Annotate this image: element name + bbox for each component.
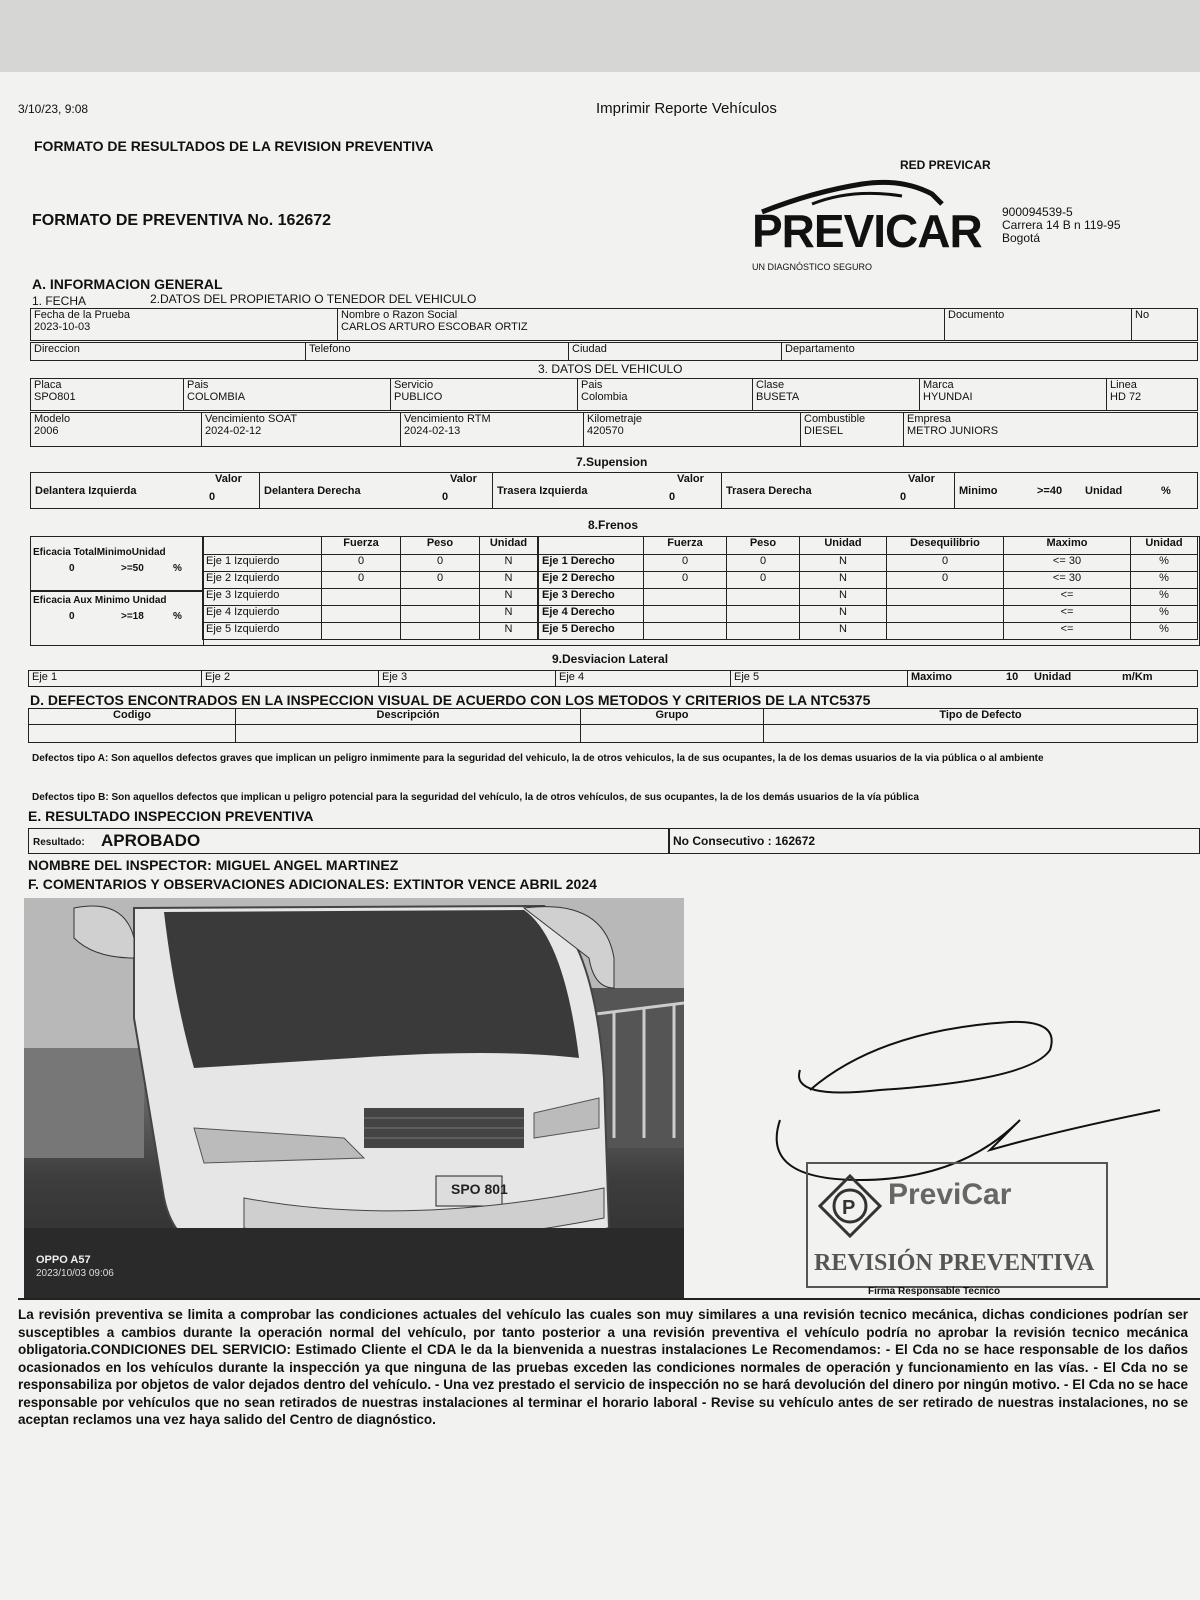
unidad-value: N [800,623,887,640]
previcar-logo [752,174,982,274]
preventiva-number: FORMATO DE PREVENTIVA No. 162672 [32,212,332,229]
col-grupo: Grupo [655,709,689,721]
eje-label: Eje 1 Derecho [539,555,644,572]
bus-illustration [24,898,684,1298]
eficacia-total-box [30,536,204,592]
frenos-title: 8.Frenos [588,518,639,532]
direccion-label: Direccion [34,343,80,355]
telefono-label: Telefono [309,343,351,355]
combustible-value: DIESEL [804,425,844,437]
unidad-value: N [480,606,538,623]
logo-text: PREVICAR [752,205,982,257]
eje-label: Eje 5 Izquierdo [203,623,322,640]
table-row [539,572,1198,589]
minimo-label: Minimo [959,485,998,497]
desviacion-max-cell [908,671,1198,687]
unit-value: % [1131,572,1198,589]
susp-cell-3 [493,473,722,509]
peso-value [401,589,480,606]
section-a-title: A. INFORMACION GENERAL [32,276,223,292]
eje-label: Eje 2 Izquierdo [203,572,322,589]
eje-cell: Eje 2 [202,671,379,687]
eje-cell: Eje 3 [379,671,556,687]
footer-divider [18,1298,1200,1300]
modelo-label: Modelo [34,413,71,425]
susp-label: Trasera Derecha [726,485,812,497]
servicio-value: PUBLICO [394,391,443,403]
defectos-table [28,708,1198,743]
col-unidad: Unidad [489,537,528,549]
address-table [30,342,1198,361]
col-peso: Peso [749,537,777,549]
nombre-label: Nombre o Razon Social [341,309,458,321]
eje-label: Eje 3 Derecho [539,589,644,606]
susp-cell-1 [31,473,260,509]
linea-value: HD 72 [1110,391,1142,403]
inspector-name: NOMBRE DEL INSPECTOR: MIGUEL ANGEL MARTINEZ [28,857,399,873]
license-plate: SPO 801 [451,1181,508,1197]
owner-label: 2.DATOS DEL PROPIETARIO O TENEDOR DEL VEHICULO [150,292,477,306]
network-name: RED PREVICAR [900,158,991,172]
eficacia-aux-label: Eficacia Aux Minimo Unidad [33,595,167,606]
unit-value: % [1131,589,1198,606]
fuerza-value: 0 [644,555,727,572]
documento-label: Documento [948,309,1005,321]
empresa-value: METRO JUNIORS [907,425,999,437]
valor-label: Valor [215,473,242,485]
eficacia-aux-unit: % [173,611,182,622]
company-info [1002,206,1121,245]
valor-label: Valor [450,473,477,485]
max-value: <= [1004,623,1131,640]
valor-label: Valor [908,473,935,485]
maximo-value: 10 [1006,671,1019,683]
deseq-value: 0 [887,555,1004,572]
col-fuerza: Fuerza [667,537,703,549]
vehicle-table-row2 [30,412,1198,447]
eficacia-aux-value: 0 [69,611,75,622]
max-value: <= 30 [1004,572,1131,589]
table-row [203,572,538,589]
print-datetime: 3/10/23, 9:08 [18,102,89,116]
susp-value: 0 [442,491,449,503]
svg-text:P: P [842,1197,856,1219]
clase-label: Clase [756,379,785,391]
deseq-value [887,623,1004,640]
max-value: <= [1004,589,1131,606]
unidad-value: % [1161,485,1171,497]
susp-value: 0 [900,491,907,503]
peso-value [401,623,480,640]
unidad-value: N [480,555,538,572]
eje-label: Eje 4 Derecho [539,606,644,623]
frenos-right-table [538,536,1198,640]
empresa-label: Empresa [907,413,952,425]
col-unidad: Unidad [824,537,862,549]
eje-label: Eje 2 Derecho [539,572,644,589]
company-city: Bogotá [1002,231,1041,245]
rtm-label: Vencimiento RTM [404,413,491,425]
eje-label: Eje 3 Izquierdo [203,589,322,606]
pais-value: COLOMBIA [187,391,246,403]
eje-cell: Eje 1 [29,671,202,687]
suspension-table [30,472,1198,509]
frenos-left-table [202,536,538,640]
peso-value: 0 [727,555,800,572]
eje-label: Eje 5 Derecho [539,623,644,640]
minimo-value: >=40 [1037,485,1063,497]
col-tipo-defecto: Tipo de Defecto [939,709,1022,721]
rtm-value: 2024-02-13 [404,425,461,437]
eficacia-total-value: 0 [69,563,75,574]
unidad-label: Unidad [1085,485,1123,497]
placa-label: Placa [34,379,62,391]
pais-label: Pais [187,379,209,391]
table-row [203,589,538,606]
resultado-label: Resultado: [33,837,85,848]
desviacion-title: 9.Desviacion Lateral [552,652,669,666]
susp-cell-4 [722,473,955,509]
susp-label: Delantera Derecha [264,485,361,497]
unidad-value: N [480,623,538,640]
km-label: Kilometraje [587,413,643,425]
unidad-value: N [480,589,538,606]
maximo-label: Maximo [911,671,952,683]
col-codigo: Codigo [113,709,151,721]
peso-value: 0 [401,555,480,572]
peso-value [727,589,800,606]
eje-cell: Eje 5 [731,671,908,687]
unidad-label: Unidad [1034,671,1072,683]
peso-value [727,623,800,640]
eficacia-total-label: Eficacia TotalMinimoUnidad [33,547,166,558]
fuerza-value [644,589,727,606]
unit-value: % [1131,555,1198,572]
peso-value [727,606,800,623]
table-row [203,606,538,623]
defectos-tipo-b: Defectos tipo B: Son aquellos defectos que implican u peligro potencial para la seguridad del vehículo, la de otros vehículos, de sus ocupantes, la de los demás usuarios de la vía pública [32,792,919,803]
marca-label: Marca [923,379,954,391]
fuerza-value: 0 [644,572,727,589]
marca-value: HYUNDAI [923,391,973,403]
table-row [29,725,1198,743]
doc-title: FORMATO DE RESULTADOS DE LA REVISION PREVENTIVA [34,138,434,154]
eficacia-aux-box [30,590,204,646]
logo-tagline: UN DIAGNÓSTICO SEGURO [752,262,873,272]
unidad-value: m/Km [1122,671,1153,683]
resultado-title: E. RESULTADO INSPECCION PREVENTIVA [28,808,314,824]
resultado-value: APROBADO [101,831,201,850]
unidad-value: N [800,589,887,606]
unit-value: % [1131,606,1198,623]
col-fuerza: Fuerza [343,537,379,549]
valor-label: Valor [677,473,704,485]
susp-label: Trasera Izquierda [497,485,588,497]
fecha-label: 1. FECHA [32,294,87,308]
table-row [539,623,1198,640]
eje-label: Eje 4 Izquierdo [203,606,322,623]
footer-conditions: La revisión preventiva se limita a comprobar las condiciones actuales del vehículo las cuales son muy similares a una revisión tecnico mecánica, dichas condiciones podrían ser susceptibles a cambios durante la operación normal del vehículo, por tanto posterior a una revisión preventiva el vehículo podría no aprobar la revisión tecnico mecánica obligatoria.CONDICIONES DEL SERVICIO: Estimado Cliente el CDA le da la bienvenida a nuestras instalaciones Le Recomendamos: - El Cda no se hace responsable de los daños ocasionados en los vehículos durante la inspección ya que ninguna de las pruebas exceden las condiciones normales de operación y funcionamiento en las vías. - El Cda no se responsabiliza por objetos de valor dejados dentro del vehículo. - Una vez prestado el servicio de inspección no se hará devolución del dinero por ningún motivo. - El Cda no se hace responsable por vehículos que no sean retirados de nuestras instalaciones al terminar el horario laboral - Revise su vehículo antes de ser retirado de nuestras instalaciones, no se aceptan reclamos una vez haya salido del Centro de diagnóstico. [18,1307,1188,1427]
col-desequilibrio: Desequilibrio [910,537,980,549]
table-row [539,555,1198,572]
background-strip [0,0,1200,72]
nombre-value: CARLOS ARTURO ESCOBAR ORTIZ [341,321,528,333]
soat-value: 2024-02-12 [205,425,262,437]
previcar-seal-logo-icon [818,1174,882,1238]
consecutivo-box [668,828,1200,854]
susp-label: Delantera Izquierda [35,485,137,497]
soat-label: Vencimiento SOAT [205,413,298,425]
deseq-value [887,606,1004,623]
vehicle-section-title: 3. DATOS DEL VEHICULO [538,362,683,376]
peso-value: 0 [727,572,800,589]
col-descripcion: Descripción [376,709,440,721]
fuerza-value [322,623,401,640]
peso-value: 0 [401,572,480,589]
table-row [203,555,538,572]
susp-cell-2 [260,473,493,509]
unidad-value: N [800,555,887,572]
eficacia-aux-min: >=18 [121,611,144,622]
eficacia-total-min: >=50 [121,563,144,574]
fuerza-value [644,623,727,640]
linea-label: Linea [1110,379,1137,391]
consecutivo-value: No Consecutivo : 162672 [673,834,816,848]
print-title: Imprimir Reporte Vehículos [596,100,777,117]
ciudad-label: Ciudad [572,343,607,355]
max-value: <= [1004,606,1131,623]
unidad-value: N [800,606,887,623]
fecha-prueba-value: 2023-10-03 [34,321,91,333]
col-unidad: Unidad [1145,537,1183,549]
table-row [539,606,1198,623]
peso-value [401,606,480,623]
vehicle-photo [24,898,684,1298]
desviacion-table [28,670,1198,687]
fuerza-value [644,606,727,623]
max-value: <= 30 [1004,555,1131,572]
fuerza-value: 0 [322,572,401,589]
fecha-prueba-label: Fecha de la Prueba [34,309,131,321]
susp-value: 0 [669,491,676,503]
col-maximo: Maximo [1046,537,1088,549]
no-label: No [1135,309,1150,321]
company-address: Carrera 14 B n 119-95 [1002,218,1121,232]
owner-table [30,308,1198,341]
table-row [203,623,538,640]
defectos-tipo-a: Defectos tipo A: Son aquellos defectos graves que implican un peligro inmimente para la seguridad del vehiculo, la de otros vehiculos, la de sus ocupantes, la de los demas usuarios de la via pública o al ambiente [32,753,1044,764]
susp-value: 0 [209,491,216,503]
seal-brand: PreviCar [888,1178,1012,1211]
resultado-box [28,828,670,854]
camera-label: OPPO A57 [36,1254,91,1266]
fuerza-value [322,589,401,606]
company-nit: 900094539-5 [1002,205,1073,219]
col-peso: Peso [426,537,454,549]
photo-timestamp: 2023/10/03 09:06 [36,1268,114,1279]
combustible-label: Combustible [804,413,866,425]
vehicle-table-row1 [30,378,1198,411]
table-row [539,589,1198,606]
suspension-title: 7.Supension [576,455,648,469]
clase-value: BUSETA [756,391,800,403]
unidad-value: N [800,572,887,589]
modelo-value: 2006 [34,425,59,437]
pais2-value: Colombia [581,391,628,403]
unit-value: % [1131,623,1198,640]
servicio-label: Servicio [394,379,434,391]
placa-value: SPO801 [34,391,76,403]
previcar-seal [806,1162,1108,1288]
eficacia-total-unit: % [173,563,182,574]
susp-cell-min [955,473,1198,509]
fuerza-value [322,606,401,623]
eje-cell: Eje 4 [556,671,731,687]
fuerza-value: 0 [322,555,401,572]
km-value: 420570 [587,425,624,437]
eje-label: Eje 1 Izquierdo [203,555,322,572]
comentarios: F. COMENTARIOS Y OBSERVACIONES ADICIONALES: EXTINTOR VENCE ABRIL 2024 [28,876,597,892]
deseq-value: 0 [887,572,1004,589]
defectos-title: D. DEFECTOS ENCONTRADOS EN LA INSPECCION VISUAL DE ACUERDO CON LOS METODOS Y CRITERIOS DE LA NTC5375 [30,692,871,708]
unidad-value: N [480,572,538,589]
departamento-label: Departamento [785,343,855,355]
signature-label: Firma Responsable Tecnico [868,1286,1001,1297]
pais2-label: Pais [581,379,603,391]
seal-text: REVISIÓN PREVENTIVA [814,1250,1095,1276]
deseq-value [887,589,1004,606]
